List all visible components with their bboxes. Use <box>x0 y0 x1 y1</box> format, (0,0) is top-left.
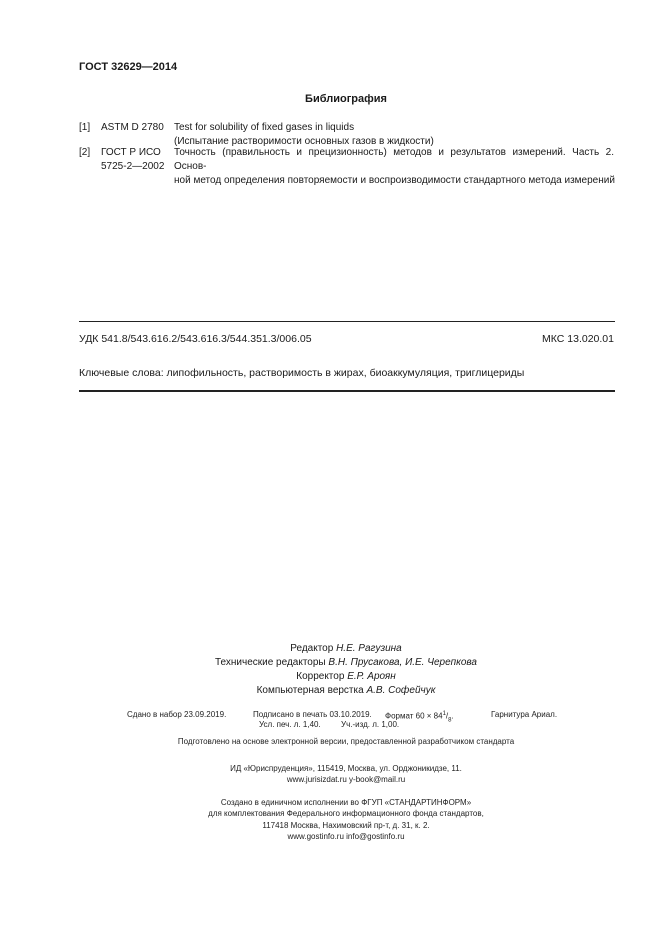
credit-corrector: Корректор Е.Р. Ароян <box>296 671 396 682</box>
imprint-format: Формат $60 \times 84^1/_8$. <box>385 711 454 724</box>
producer-address: 117418 Москва, Нахимовский пр-т, д. 31, к. 2. <box>262 821 430 830</box>
standard-number: ГОСТ 32629—2014 <box>79 61 178 73</box>
ref-code: ASTM D 2780 <box>101 122 164 133</box>
ref-number: [1] <box>79 122 91 133</box>
credit-editor: Редактор Н.Е. Рагузина <box>290 643 402 654</box>
ref-text <box>174 121 614 149</box>
publisher-contacts: www.jurisizdat.ru y-book@mail.ru <box>286 775 406 784</box>
credit-layout: Компьютерная верстка А.В. Софейчук <box>256 685 436 696</box>
ref-text-line: Точность (правильность и прецизионность) методов и результатов измерений. Часть 2. Основ- <box>174 147 614 172</box>
prepared-note: Подготовлено на основе электронной версии, предоставленной разработчиком стандарта <box>177 737 515 746</box>
producer-contacts: www.gostinfo.ru info@gostinfo.ru <box>287 832 405 841</box>
divider-top <box>79 321 615 322</box>
ref-text-line: ной метод определения повторяемости и воспроизводимости стандартного метода измерений <box>174 175 615 186</box>
imprint-pub-sheets: Уч.-изд. л. 1,00. <box>341 720 400 729</box>
imprint-print-sheets: Усл. печ. л. 1,40. <box>259 720 321 729</box>
credit-tech-editors: Технические редакторы В.Н. Прусакова, И.Е. Черепкова <box>214 657 477 668</box>
credits-block <box>0 642 661 698</box>
ref-code <box>101 146 164 174</box>
bibliography-title: Библиография <box>305 93 387 105</box>
ref-code-line: ГОСТ Р ИСО <box>101 147 161 158</box>
ref-text <box>174 146 614 188</box>
mks-code: МКС 13.020.01 <box>542 333 614 345</box>
ref-code-line: 5725-2—2002 <box>101 161 165 172</box>
imprint-sent: Сдано в набор 23.09.2019. <box>127 710 227 719</box>
producer-line: Создано в единичном исполнении во ФГУП «СТАНДАРТИНФОРМ» <box>220 798 472 807</box>
keywords: Ключевые слова: липофильность, растворимость в жирах, биоаккумуляция, триглицериды <box>79 367 525 379</box>
udk-code: УДК 541.8/543.616.2/543.616.3/544.351.3/006.05 <box>79 333 312 345</box>
ref-text-line: Test for solubility of fixed gases in liquids <box>174 122 355 133</box>
ref-text-line: (Испытание растворимости основных газов в жидкости) <box>174 136 434 147</box>
imprint-signed: Подписано в печать 03.10.2019. <box>253 710 372 719</box>
publisher-address: ИД «Юриспруденция», 115419, Москва, ул. Орджоникидзе, 11. <box>230 764 462 773</box>
ref-number: [2] <box>79 147 91 158</box>
divider-bottom <box>79 390 615 392</box>
producer-line: для комплектования Федерального информационного фонда стандартов, <box>208 809 484 818</box>
imprint-typeface: Гарнитура Ариал. <box>491 710 558 719</box>
